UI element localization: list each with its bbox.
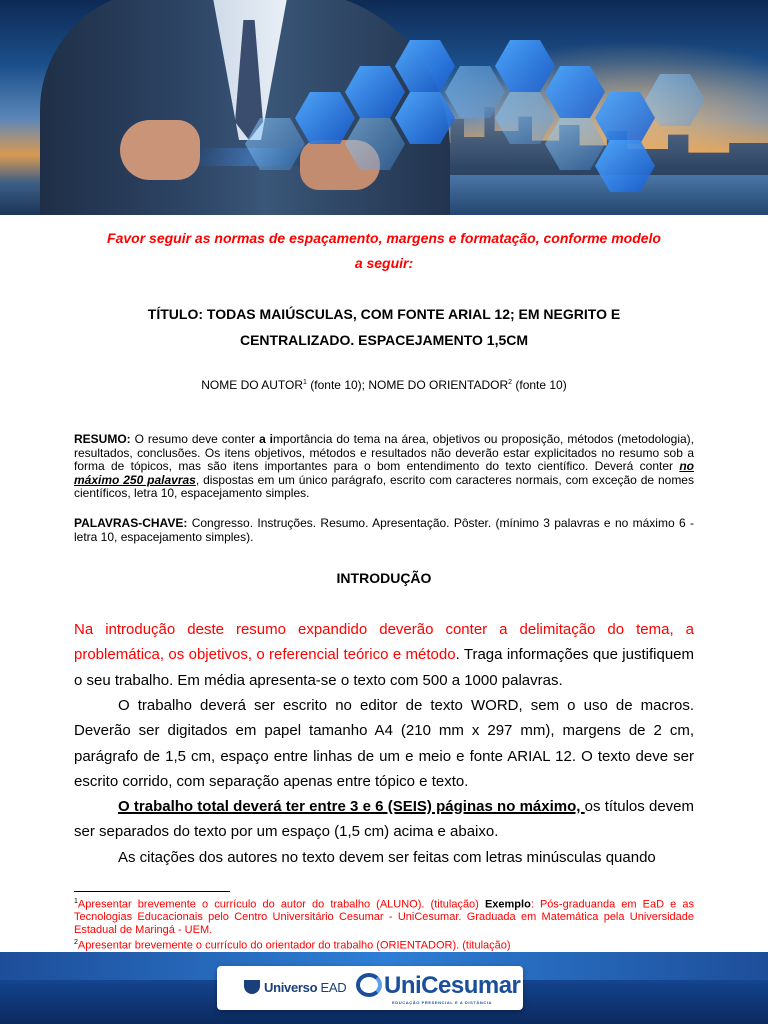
unicesumar-tagline: EDUCAÇÃO PRESENCIAL E A DISTÂNCIA [392, 1000, 493, 1005]
footnote-2 [74, 937, 694, 952]
header-banner-image [0, 0, 768, 215]
unicesumar-swirl-icon [356, 973, 382, 997]
water [420, 175, 768, 215]
footnote-separator [74, 891, 230, 892]
left-hand [120, 120, 200, 180]
paper-title [80, 301, 688, 353]
notice-line-1: Favor seguir as normas de espaçamento, margens e formatação, conforme modelo [107, 230, 661, 246]
intro-p1-red: Na introdução deste resumo expandido deverão conter a delimitação do tema, a problemática, os objetivos, o referencial teórico e método [74, 621, 694, 664]
unicesumar-logo [356, 972, 520, 1000]
universo-label: Universo [264, 980, 318, 995]
footnote-2-text: Apresentar brevemente o currículo do orientador do trabalho (ORIENTADOR). (titulação) [77, 939, 511, 952]
abstract [74, 433, 694, 501]
author-line [0, 378, 768, 392]
author-footnote-mark: 1 [303, 379, 307, 386]
formatting-notice [70, 226, 698, 276]
title-line-2: CENTRALIZADO. ESPACEJAMENTO 1,5CM [239, 332, 529, 348]
advisor-font-note: (fonte 10) [515, 378, 567, 392]
intro-paragraph-2: O trabalho deverá ser escrito no editor de texto WORD, sem o uso de macros. Deverão ser digitados em papel tamanho A4 (210 mm x 297 mm), margens de 2 cm, parágrafo de 1,5 cm, espaço entre linhas de um e meio e fonte ARIAL 12. O texto deve ser escrito corrido, com separação apenas entre tópico e texto. [74, 697, 694, 790]
footnote-1-text: Apresentar brevemente o currículo do autor do trabalho (ALUNO). (titulação) [77, 898, 479, 911]
author-label: NOME DO AUTOR [201, 378, 304, 392]
footnote-1-example: : Pós-graduanda em EaD e as Tecnologias Educacionais pelo Centro Universitário Cesumar - UniCesumar. Graduada em Matemática pela Universidade Estadual de Maringá - UEM. [74, 898, 694, 937]
footnotes [74, 896, 694, 953]
keywords [74, 517, 694, 544]
keywords-label: PALAVRAS-CHAVE: [74, 516, 188, 530]
author-font-note: (fonte 10); NOME DO ORIENTADOR [310, 378, 509, 392]
footnote-1-mark: 1 [74, 898, 78, 905]
intro-p1-black: . Traga informações que justifiquem o seu trabalho. Em média apresenta-se o texto com 500 a 1000 palavras. [74, 646, 695, 689]
intro-p3-bold: O trabalho total deverá ter entre 3 e 6 (SEIS) páginas no máximo, [118, 798, 585, 815]
keywords-text: Congresso. Instruções. Resumo. Apresentação. Pôster. (mínimo 3 palavras e no máximo 6 - letra 10, espacejamento simples). [74, 516, 694, 544]
introduction-heading: INTRODUÇÃO [336, 570, 432, 586]
abstract-text-b: mportância do tema na área, objetivos ou proposição, métodos (metodologia), resultados, conclusões. Os itens objetivos, métodos e resultados não deverão estar explicitados no resumo sob a forma de tópicos, mas são itens importantes para o bom entendimento do texto científico. Deverá conter [74, 432, 694, 473]
intro-paragraph-1 [74, 617, 694, 693]
advisor-footnote-mark: 2 [508, 379, 513, 386]
ead-label: EAD [320, 980, 347, 995]
intro-paragraph-3 [74, 794, 694, 845]
footnote-1-example-label: Exemplo [484, 898, 531, 911]
abstract-text-a: O resumo deve conter [134, 432, 256, 446]
notice-line-2: a seguir: [354, 255, 414, 271]
intro-paragraph-4: As citações dos autores no texto devem ser feitas com letras minúsculas quando [118, 849, 656, 866]
footnote-2-mark: 2 [74, 939, 78, 947]
intro-p3-rest: os títulos devem ser separados do texto por um espaço (1,5 cm) acima e abaixo. [74, 798, 694, 841]
abstract-bold-a: a i [259, 432, 274, 446]
universo-ead-logo [244, 980, 346, 995]
title-line-1: TÍTULO: TODAS MAIÚSCULAS, COM FONTE ARIAL 12; EM NEGRITO E [147, 306, 621, 322]
universo-shield-icon [244, 980, 260, 994]
abstract-word-limit: no máximo 250 palavras [74, 459, 694, 487]
abstract-label: RESUMO: [74, 432, 131, 446]
footnote-1 [74, 896, 694, 937]
abstract-text-c: , dispostas em um único parágrafo, escrito com caracteres normais, com exceção de nomes científicos, letra 10, espacejamento simples. [74, 472, 694, 500]
unicesumar-label: UniCesumar [384, 972, 521, 999]
